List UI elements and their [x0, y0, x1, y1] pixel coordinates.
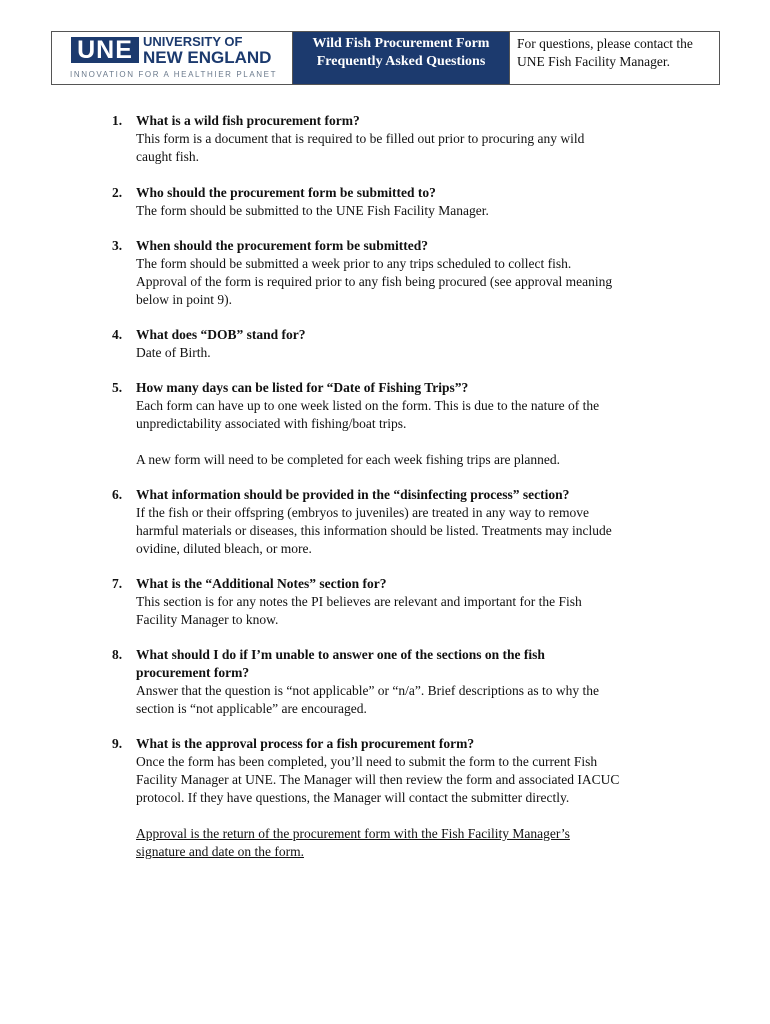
answer-line: Facility Manager to know.: [136, 612, 279, 627]
faq-question-text: What is a wild fish procurement form?: [136, 113, 360, 128]
approval-definition: [112, 825, 692, 861]
une-logo-wordmark: [143, 35, 271, 66]
faq-item: [112, 735, 692, 861]
faq-question-line: What should I do if I’m unable to answer one of the sections on the fish: [136, 647, 545, 662]
faq-number: 8.: [112, 647, 123, 662]
faq-number: 1.: [112, 113, 123, 128]
faq-question-line: procurement form?: [136, 665, 250, 680]
faq-item: [112, 184, 692, 220]
answer-line: unpredictability associated with fishing/boat trips.: [136, 416, 407, 431]
faq-number: 2.: [112, 185, 123, 200]
answer-line: Each form can have up to one week listed on the form. This is due to the nature of the: [136, 398, 600, 413]
faq-number: 4.: [112, 327, 123, 342]
faq-question-text: What is the approval process for a fish procurement form?: [136, 736, 475, 751]
answer-line: caught fish.: [136, 149, 199, 164]
faq-item: [112, 112, 692, 166]
faq-question-text: What does “DOB” stand for?: [136, 327, 306, 342]
faq-number: 5.: [112, 380, 123, 395]
faq-item: [112, 326, 692, 362]
faq-question-text: Who should the procurement form be submitted to?: [136, 185, 436, 200]
faq-question: [112, 326, 692, 344]
faq-question: [112, 237, 692, 255]
faq-question: [112, 112, 692, 130]
answer-line: protocol. If they have questions, the Manager will contact the submitter directly.: [136, 790, 570, 805]
faq-number: 7.: [112, 576, 123, 591]
faq-item: [112, 646, 692, 718]
faq-number: 3.: [112, 238, 123, 253]
faq-number: 9.: [112, 736, 123, 751]
answer-line: Answer that the question is “not applicable” or “n/a”. Brief descriptions as to why the: [136, 683, 599, 698]
faq-question: [112, 735, 692, 753]
faq-answer: [112, 753, 692, 807]
answer-line: Approval of the form is required prior to any fish being procured (see approval meaning: [136, 274, 613, 289]
faq-answer: [112, 682, 692, 718]
faq-question: [112, 575, 692, 593]
contact-info: [510, 32, 719, 84]
answer-line: This form is a document that is required to be filled out prior to procuring any wild: [136, 131, 585, 146]
faq-item: [112, 237, 692, 309]
answer-line: ovidine, diluted bleach, or more.: [136, 541, 312, 556]
faq-list: [112, 112, 692, 861]
faq-question: [112, 379, 692, 397]
answer-line: section is “not applicable” are encouraged.: [136, 701, 367, 716]
faq-item: [112, 486, 692, 558]
faq-answer: [112, 202, 692, 220]
faq-question-text: What is the “Additional Notes” section for?: [136, 576, 387, 591]
approval-definition-line: Approval is the return of the procurement form with the Fish Facility Manager’s: [136, 826, 570, 841]
answer-line: Once the form has been completed, you’ll need to submit the form to the current Fish: [136, 754, 598, 769]
faq-question-text: When should the procurement form be submitted?: [136, 238, 429, 253]
contact-line-2: UNE Fish Facility Manager.: [517, 53, 670, 69]
faq-answer: [112, 255, 692, 309]
answer-line: Facility Manager at UNE. The Manager will then review the form and associated IACUC: [136, 772, 620, 787]
answer-line: harmful materials or diseases, this information should be listed. Treatments may include: [136, 523, 612, 538]
faq-answer: [112, 593, 692, 629]
faq-answer: [112, 130, 692, 166]
title-line-2: Frequently Asked Questions: [316, 54, 486, 69]
document-title: [293, 32, 510, 84]
logo-line-1: UNIVERSITY OF: [143, 34, 243, 49]
answer-line: If the fish or their offspring (embryos to juveniles) are treated in any way to remove: [136, 505, 589, 520]
faq-question: [112, 486, 692, 504]
title-line-1: Wild Fish Procurement Form: [312, 36, 490, 51]
faq-answer: [112, 504, 692, 558]
approval-definition-line: signature and date on the form.: [136, 844, 304, 859]
page-header: [51, 31, 720, 85]
faq-number: 6.: [112, 487, 123, 502]
logo-tagline: INNOVATION FOR A HEALTHIER PLANET: [70, 70, 278, 79]
une-logo: [52, 32, 293, 84]
answer-line: below in point 9).: [136, 292, 232, 307]
answer-line: The form should be submitted a week prior to any trips scheduled to collect fish.: [136, 256, 572, 271]
faq-answer: [112, 344, 692, 362]
faq-item: [112, 575, 692, 629]
faq-question-text: What information should be provided in the “disinfecting process” section?: [136, 487, 570, 502]
answer-line: Date of Birth.: [136, 345, 211, 360]
answer-line: This section is for any notes the PI believes are relevant and important for the Fish: [136, 594, 582, 609]
answer-line: The form should be submitted to the UNE Fish Facility Manager.: [136, 203, 489, 218]
une-logo-acronym: UNE: [71, 37, 139, 63]
faq-answer: [112, 397, 692, 433]
faq-question: [112, 646, 692, 682]
logo-line-2: NEW ENGLAND: [143, 48, 272, 67]
contact-line-1: For questions, please contact the: [517, 36, 693, 51]
faq-item: [112, 379, 692, 469]
faq-question-text: How many days can be listed for “Date of Fishing Trips”?: [136, 380, 469, 395]
faq-answer-note: A new form will need to be completed for each week fishing trips are planned.: [136, 452, 560, 467]
faq-question: [112, 184, 692, 202]
